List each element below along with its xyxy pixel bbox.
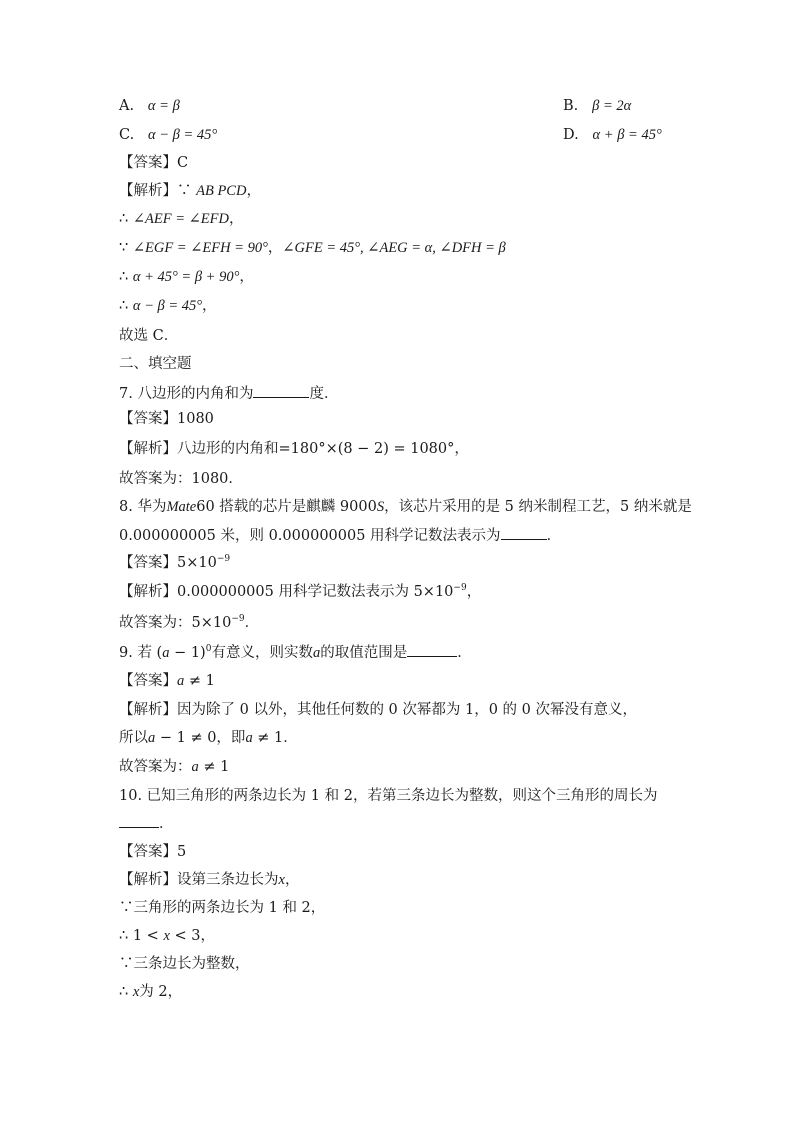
answer-blank: [407, 642, 457, 657]
analysis-9-line-1: 【解析】因为除了 0 以外，其他任何数的 0 次幂都为 1，0 的 0 次幂没有意义，: [119, 702, 637, 718]
analysis-8: 【解析】0.000000005 用科学记数法表示为 $5\times 10^{-9}$，: [119, 583, 482, 600]
option-d: [563, 125, 662, 145]
analysis-10-line-2: ∵三角形的两条边长为 1 和 2，: [119, 900, 326, 916]
analysis-10-line-3: ∴ 1 < x < 3，: [119, 928, 215, 944]
question-10-line-1: 10. 已知三角形的两条边长为 1 和 2，若第三条边长为整数，则这个三角形的周长为: [119, 788, 658, 804]
analysis-6-line-2: ∴ ∠AEF = ∠EFD，: [119, 211, 244, 227]
answer-6: 【答案】C: [119, 155, 189, 171]
question-8-line-1: 8. 华为Mate60 搭载的芯片是麒麟 9000S，该芯片采用的是 5 纳米制程工艺，5 纳米就是: [119, 499, 692, 515]
option-a-label: A.: [119, 98, 135, 114]
analysis-10-line-4: ∵三条边长为整数，: [119, 956, 250, 972]
analysis-7: 【解析】八边形的内角和=180°×(8 − 2) = 1080°，: [119, 441, 469, 457]
option-b-label: B.: [563, 98, 579, 114]
answer-blank: [501, 525, 547, 540]
answer-7: 【答案】1080: [119, 411, 214, 427]
conclusion-7: 故答案为：1080．: [119, 471, 243, 487]
answer-blank: [119, 813, 159, 828]
section-heading: 二、填空题: [119, 356, 192, 372]
answer-8: 【答案】$5\times 10^{-9}$: [119, 554, 231, 571]
analysis-6-line-3: ∵ ∠EGF = ∠EFH = 90°，∠GFE = 45°, ∠AEG = α, ∠DFH = β: [119, 240, 506, 256]
question-9: 9. 若 $(a - 1)^0$有意义，则实数a的取值范围是 ．: [119, 644, 472, 661]
option-a: [119, 96, 632, 116]
analysis-10-line-1: 【解析】设第三条边长为x，: [119, 872, 300, 888]
answer-10: 【答案】5: [119, 844, 187, 860]
question-7: 7. 八边形的内角和为 度．: [119, 383, 338, 404]
option-a-formula: α = β: [147, 98, 180, 114]
conclusion-6: 故选 C．: [119, 328, 179, 344]
option-d-formula: α + β = 45°: [592, 127, 662, 143]
analysis-6-line-5: ∴ α − β = 45°，: [119, 298, 217, 314]
analysis-10-line-5: ∴ x为 2，: [119, 984, 183, 1000]
conclusion-8: 故答案为：$5\times 10^{-9}$．: [119, 614, 260, 631]
option-c-label: C.: [119, 127, 135, 143]
answer-9: 【答案】a ≠ 1: [119, 673, 215, 689]
analysis-9-line-2: 所以a − 1 ≠ 0，即a ≠ 1．: [119, 730, 298, 746]
answer-blank: [253, 383, 309, 398]
option-d-label: D.: [563, 127, 579, 143]
question-10-line-2: ．: [119, 813, 174, 834]
option-b-formula: β = 2α: [592, 98, 632, 114]
option-b: [563, 96, 631, 116]
option-c-formula: α − β = 45°: [148, 127, 218, 143]
analysis-6-line-4: ∴ α + 45° = β + 90°，: [119, 269, 254, 285]
conclusion-9: 故答案为：a ≠ 1: [119, 759, 230, 775]
analysis-6-line-1: 【解析】∵ AB PCD，: [119, 183, 261, 199]
option-c: [119, 125, 662, 145]
question-8-line-2: 0.000000005 米，则 0.000000005 用科学记数法表示为 ．: [119, 525, 561, 546]
